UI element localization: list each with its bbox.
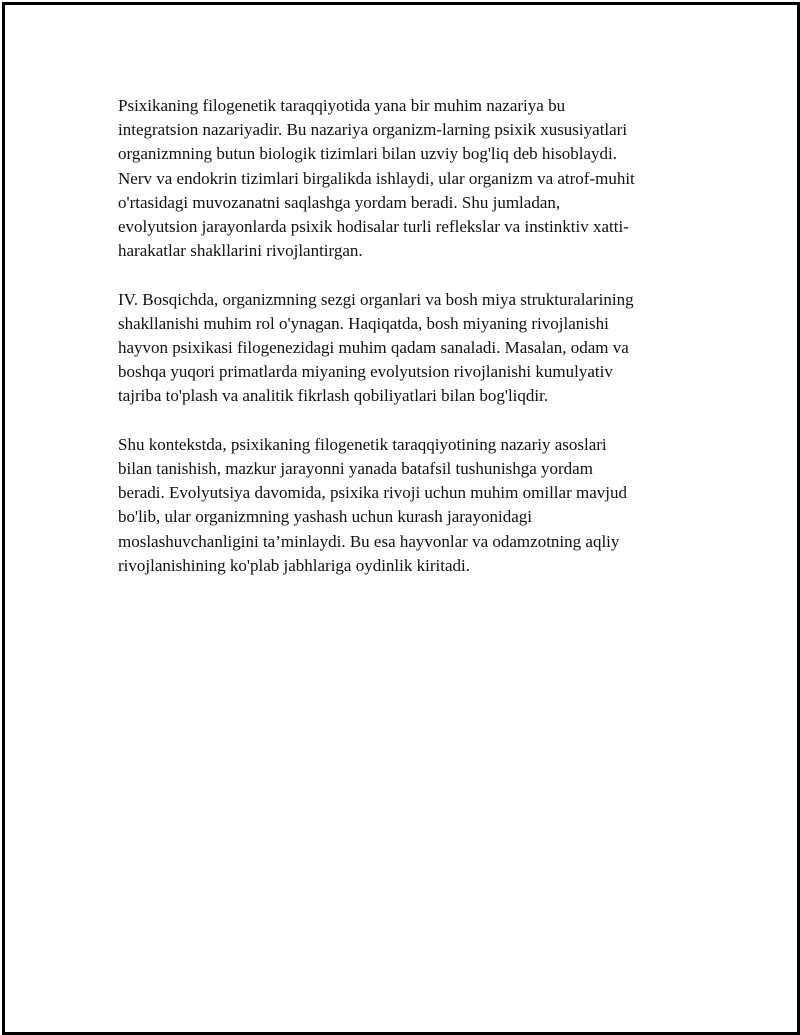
- text-line: integratsion nazariyadir. Bu nazariya organizm-larning psixik xususiyatlari: [118, 120, 628, 140]
- text-line: o'rtasidagi muvozanatni saqlashga yordam beradi. Shu jumladan,: [118, 192, 561, 212]
- text-line: evolyutsion jarayonlarda psixik hodisalar turli reflekslar va instinktiv xatti-: [118, 217, 629, 237]
- text-line: tajriba to'plash va analitik fikrlash qobiliyatlari bilan bog'liqdir.: [118, 386, 549, 406]
- text-line: moslashuvchanligini ta’minlaydi. Bu esa hayvonlar va odamzotning aqliy: [118, 531, 620, 551]
- text-line: Nerv va endokrin tizimlari birgalikda ishlaydi, ular organizm va atrof-muhit: [118, 168, 635, 188]
- text-line: organizmning butun biologik tizimlari bilan uzviy bog'liq deb hisoblaydi.: [118, 144, 617, 164]
- text-line: IV. Bosqichda, organizmning sezgi organlari va bosh miya strukturalarining: [118, 289, 634, 309]
- document-body: [118, 94, 688, 602]
- text-line: rivojlanishining ko'plab jabhlariga oydinlik kiritadi.: [118, 555, 470, 575]
- paragraph-1: [118, 94, 688, 263]
- text-line: boshqa yuqori primatlarda miyaning evolyutsion rivojlanishi kumulyativ: [118, 362, 613, 382]
- text-line: hayvon psixikasi filogenezidagi muhim qadam sanaladi. Masalan, odam va: [118, 338, 629, 358]
- text-line: Psixikaning filogenetik taraqqiyotida yana bir muhim nazariya bu: [118, 96, 566, 115]
- paragraph-2: [118, 288, 688, 409]
- text-line: harakatlar shakllarini rivojlantirgan.: [118, 241, 363, 261]
- text-line: beradi. Evolyutsiya davomida, psixika rivoji uchun muhim omillar mavjud: [118, 483, 627, 503]
- text-line: shakllanishi muhim rol o'ynagan. Haqiqatda, bosh miyaning rivojlanishi: [118, 313, 609, 333]
- text-line: Shu kontekstda, psixikaning filogenetik taraqqiyotining nazariy asoslari: [118, 434, 607, 454]
- paragraph-3: [118, 433, 688, 578]
- text-line: bilan tanishish, mazkur jarayonni yanada batafsil tushunishga yordam: [118, 459, 593, 479]
- text-line: bo'lib, ular organizmning yashash uchun kurash jarayonidagi: [118, 507, 532, 527]
